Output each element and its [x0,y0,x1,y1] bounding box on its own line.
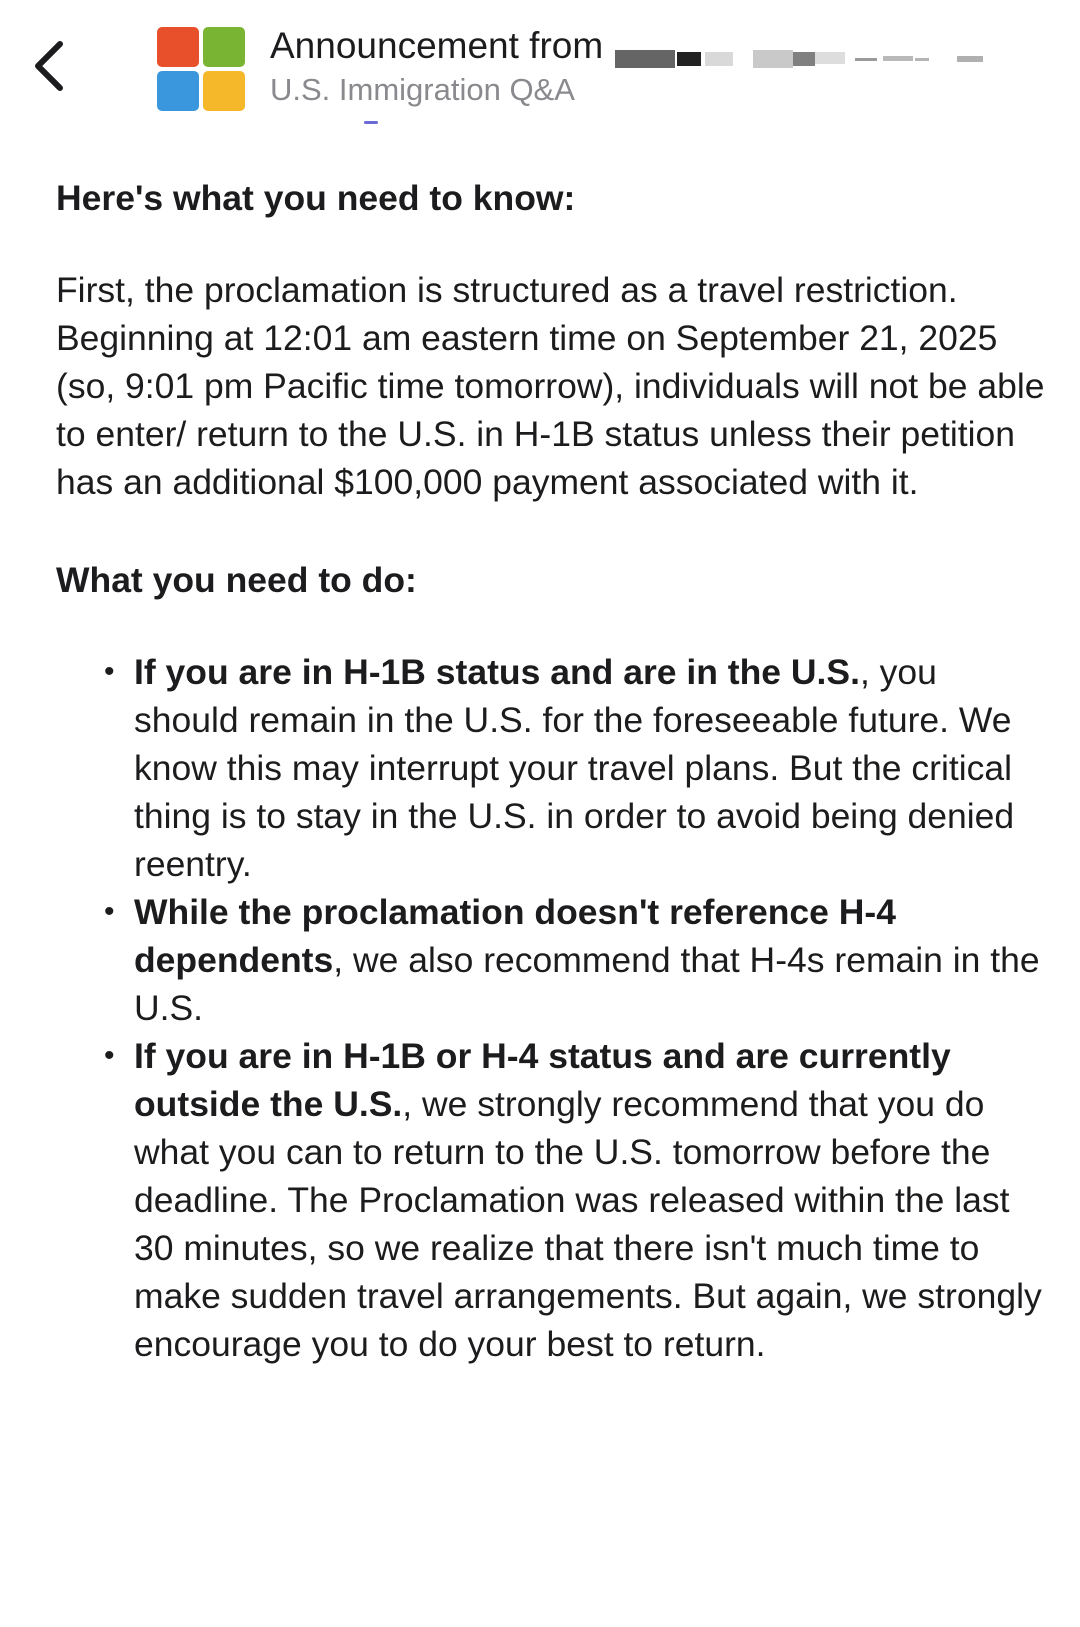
action-list [56,648,1046,1368]
redacted-sender-name [615,44,990,72]
list-item-text: , you should remain in the U.S. for the foreseeable future. We know this may interrupt your travel plans. But the critical thing is to stay in the U.S. in order to avoid being denied reentry. [134,652,1015,884]
list-item-bold: If you are in H-1B status and are in the U.S. [134,652,860,692]
back-button[interactable] [30,38,70,94]
logo-yellow-square [203,71,245,111]
chevron-left-icon [30,38,70,94]
header [0,0,1080,120]
message-body [56,174,1046,1368]
list-item-bold: While the proclamation doesn't reference H-4 dependents [134,892,896,980]
app-logo [157,27,245,111]
channel-name: U.S. Immigration Q&A [270,72,575,107]
todo-heading: What you need to do: [56,560,417,600]
list-item [134,648,1046,888]
logo-green-square [203,27,245,67]
intro-paragraph: First, the proclamation is structured as a travel restriction. Beginning at 12:01 am eastern time on September 21, 2025 (so, 9:01 pm Pacific time tomorrow), individuals will not be able to enter/ return to the U.S. in H-1B status unless their petition has an additional $100,000 payment associated with it. [56,270,1045,502]
scroll-indicator [364,121,378,124]
list-item-text: , we strongly recommend that you do what you can to return to the U.S. tomorrow before the deadline. The Proclamation was released within the last 30 minutes, so we realize that there isn't much time to make sudden travel arrangements. But again, we strongly encourage you to do your best to return. [134,1084,1042,1364]
logo-red-square [157,27,199,67]
know-heading: Here's what you need to know: [56,178,576,218]
announcement-title: Announcement from [270,25,604,66]
list-item-text: , we also recommend that H-4s remain in the U.S. [134,940,1040,1028]
list-item [134,1032,1046,1368]
list-item-bold: If you are in H-1B or H-4 status and are currently outside the U.S. [134,1036,951,1124]
list-item [134,888,1046,1032]
logo-blue-square [157,71,199,111]
